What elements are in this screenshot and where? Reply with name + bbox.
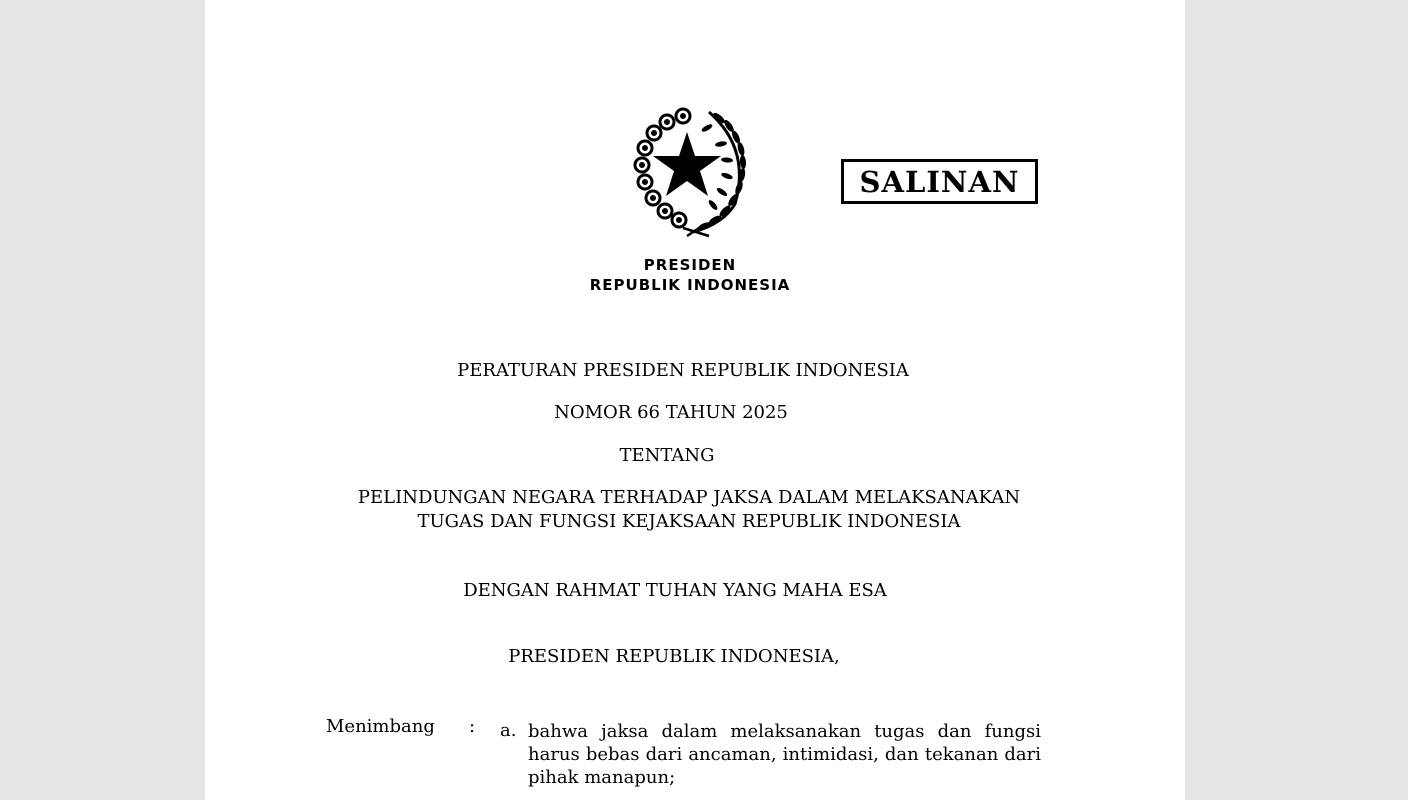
regulation-about: TENTANG [619, 445, 715, 466]
office-title: PRESIDEN [643, 256, 737, 274]
regulation-number: NOMOR 66 TAHUN 2025 [554, 402, 788, 423]
regulation-subject-line2: TUGAS DAN FUNGSI KEJAKSAAN REPUBLIK INDONESIA [417, 511, 961, 532]
issuer-line: PRESIDEN REPUBLIK INDONESIA, [508, 646, 840, 667]
regulation-subject-line1: PELINDUNGAN NEGARA TERHADAP JAKSA DALAM MELAKSANAKAN [357, 487, 1021, 508]
considering-item-text: bahwa jaksa dalam melaksanakan tugas dan fungsi harus bebas dari ancaman, intimidasi, dan tekanan dari pihak manapun; [528, 721, 1041, 788]
office-subtitle: REPUBLIK INDONESIA [589, 276, 791, 294]
considering-label: Menimbang [326, 716, 435, 737]
blessing-line: DENGAN RAHMAT TUHAN YANG MAHA ESA [463, 580, 887, 601]
copy-stamp: SALINAN [841, 159, 1038, 204]
considering-item-letter: a. [500, 720, 517, 741]
considering-separator: : [469, 716, 476, 737]
document-page [205, 0, 1185, 800]
presidential-seal-icon [623, 104, 757, 238]
regulation-title: PERATURAN PRESIDEN REPUBLIK INDONESIA [457, 360, 909, 381]
